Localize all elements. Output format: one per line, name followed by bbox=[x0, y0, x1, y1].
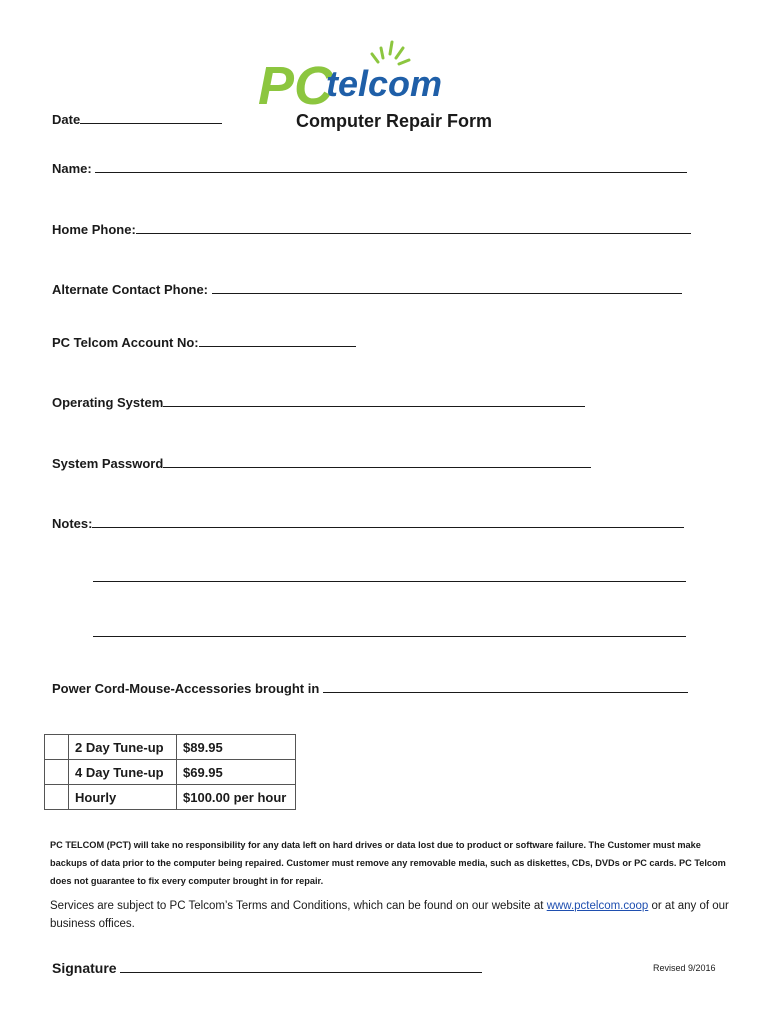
date-label: Date bbox=[52, 112, 81, 127]
service-price: $69.95 bbox=[177, 760, 296, 785]
pctelcom-logo bbox=[256, 38, 466, 114]
password-field[interactable] bbox=[52, 455, 591, 471]
os-line[interactable] bbox=[163, 394, 585, 407]
revised-date: Revised 9/2016 bbox=[653, 963, 716, 973]
notes-line-2[interactable] bbox=[93, 569, 686, 582]
name-line[interactable] bbox=[95, 160, 687, 173]
notes-line-3[interactable] bbox=[93, 624, 686, 637]
service-price: $89.95 bbox=[177, 735, 296, 760]
account-label: PC Telcom Account No: bbox=[52, 335, 199, 350]
website-link[interactable]: www.pctelcom.coop bbox=[546, 900, 649, 912]
name-label: Name: bbox=[52, 161, 92, 176]
pricing-checkbox[interactable] bbox=[45, 760, 69, 785]
password-line[interactable] bbox=[163, 455, 591, 468]
home-phone-label: Home Phone: bbox=[52, 222, 136, 237]
accessories-label: Power Cord-Mouse-Accessories brought in bbox=[52, 681, 320, 696]
service-price: $100.00 per hour bbox=[177, 785, 296, 810]
service-name: 2 Day Tune-up bbox=[69, 735, 177, 760]
home-phone-field[interactable] bbox=[52, 221, 691, 237]
pricing-row bbox=[45, 735, 296, 760]
signature-label: Signature bbox=[52, 960, 117, 976]
disclaimer-text: PC TELCOM (PCT) will take no responsibility for any data left on hard drives or data lost due to product or software failure. The Customer must make backups of data prior to the computer being repaired. Customer must remove any removable media, such as diskettes, CDs, DVDs or PC cards. PC Telcom does not guarantee to fix every computer brought in for repair. bbox=[50, 840, 726, 886]
accessories-line[interactable] bbox=[323, 680, 688, 693]
service-name: 4 Day Tune-up bbox=[69, 760, 177, 785]
service-name: Hourly bbox=[69, 785, 177, 810]
services-note bbox=[50, 897, 730, 933]
os-label: Operating System bbox=[52, 395, 164, 410]
accessories-field[interactable] bbox=[52, 680, 688, 696]
alt-phone-field[interactable] bbox=[52, 281, 682, 297]
pricing-checkbox[interactable] bbox=[45, 785, 69, 810]
alt-phone-line[interactable] bbox=[212, 281, 682, 294]
os-field[interactable] bbox=[52, 394, 585, 410]
logo-telcom-text: telcom bbox=[326, 63, 443, 104]
date-line[interactable] bbox=[80, 111, 222, 124]
signature-line[interactable] bbox=[120, 960, 482, 973]
form-title: Computer Repair Form bbox=[296, 111, 493, 131]
home-phone-line[interactable] bbox=[136, 221, 691, 234]
name-field[interactable] bbox=[52, 160, 687, 176]
pricing-table bbox=[44, 734, 296, 810]
logo-pc-text: PC bbox=[258, 56, 334, 114]
pricing-checkbox[interactable] bbox=[45, 735, 69, 760]
notes-field[interactable] bbox=[52, 515, 684, 531]
account-line[interactable] bbox=[199, 334, 356, 347]
notes-label: Notes: bbox=[52, 516, 93, 531]
services-text-after: or at any of our business offices. bbox=[50, 900, 729, 930]
date-field[interactable] bbox=[52, 111, 222, 127]
notes-line-1[interactable] bbox=[92, 515, 684, 528]
account-field[interactable] bbox=[52, 334, 356, 350]
pricing-row bbox=[45, 760, 296, 785]
alt-phone-label: Alternate Contact Phone: bbox=[52, 282, 209, 297]
logo-graphic bbox=[256, 38, 466, 114]
services-text-before: Services are subject to PC Telcom’s Terms and Conditions, which can be found on our website at bbox=[50, 900, 547, 912]
password-label: System Password bbox=[52, 456, 164, 471]
pricing-row bbox=[45, 785, 296, 810]
signature-field[interactable] bbox=[52, 960, 482, 976]
